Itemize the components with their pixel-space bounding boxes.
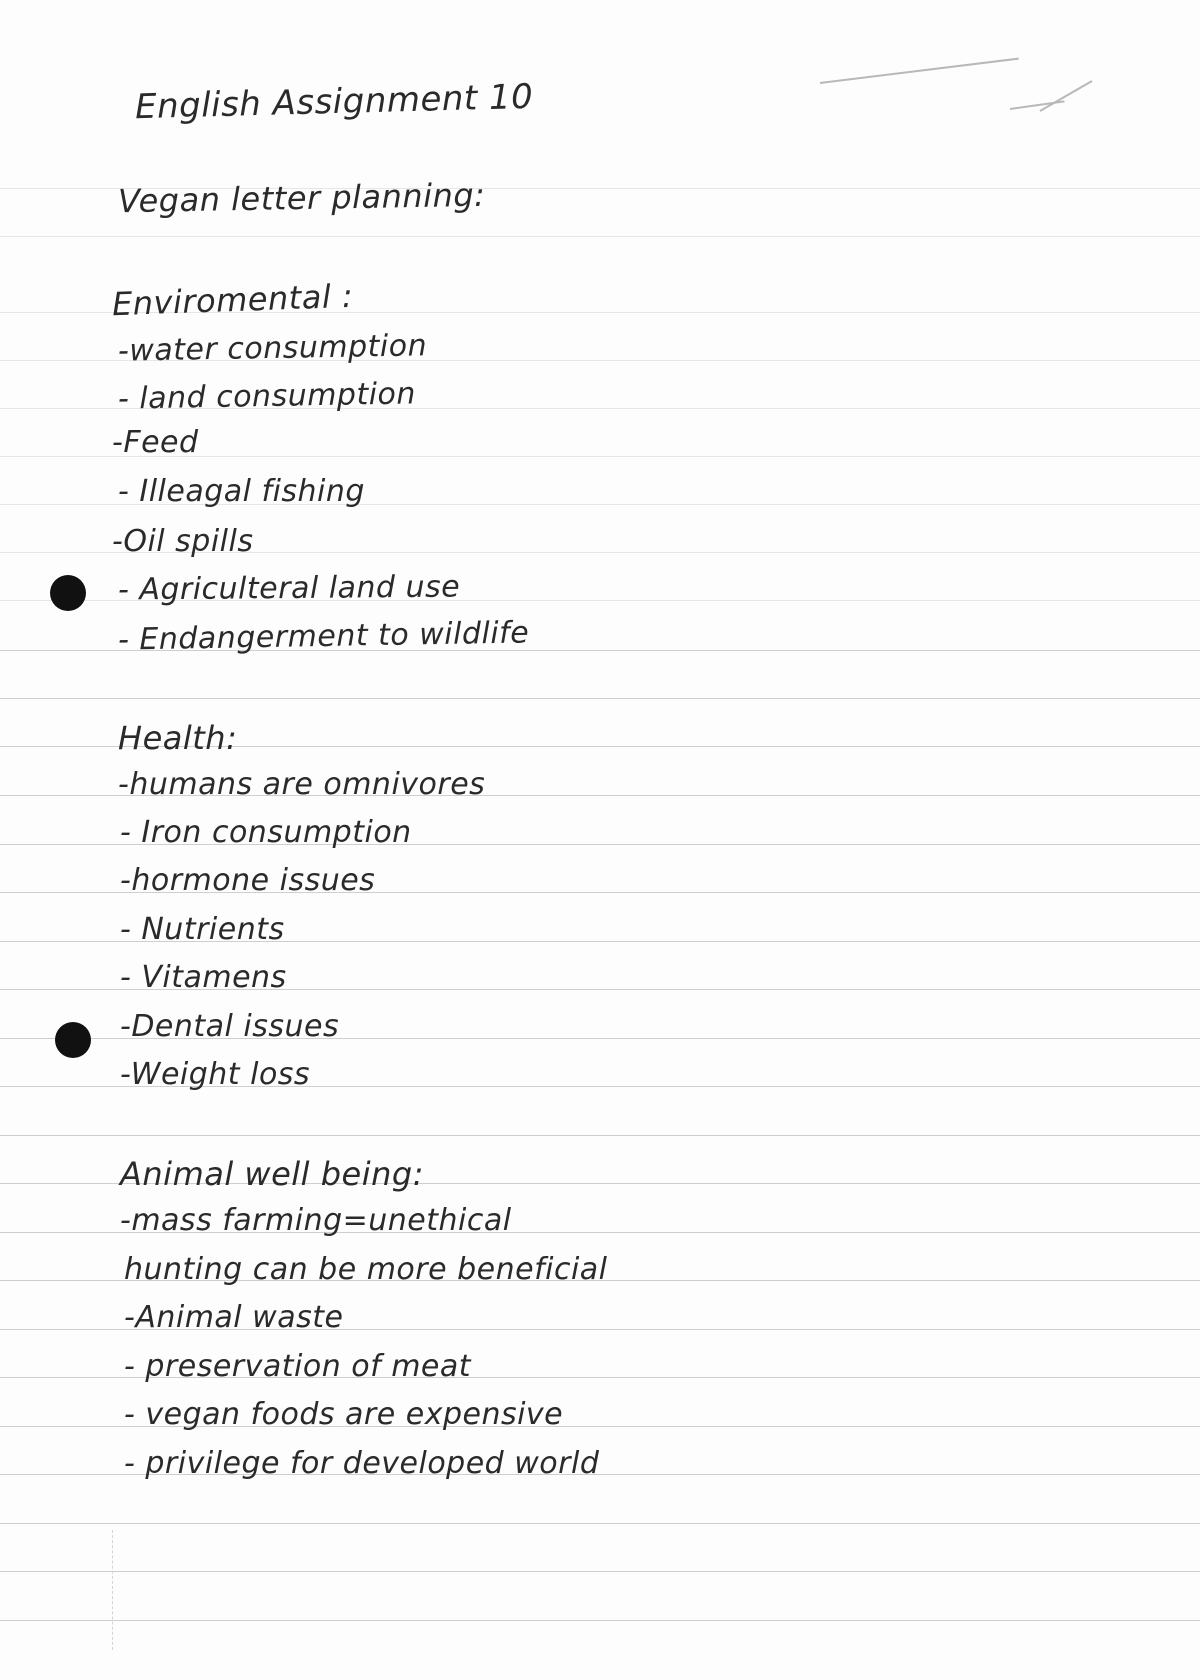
list-item: -hormone issues <box>120 863 376 898</box>
margin-line <box>112 1530 113 1650</box>
list-item: - Agriculteral land use <box>117 569 461 608</box>
list-item: - Vitamens <box>120 960 287 995</box>
pencil-mark <box>1010 100 1065 110</box>
list-item: -water consumption <box>117 328 428 369</box>
list-item: -Dental issues <box>120 1009 340 1044</box>
pencil-mark <box>820 58 1019 84</box>
page-title: English Assignment 10 <box>134 76 534 128</box>
list-item: -Feed <box>112 425 199 460</box>
list-item: - land consumption <box>117 376 417 417</box>
list-item: -humans are omnivores <box>118 767 486 802</box>
list-item: -Oil spills <box>112 524 254 559</box>
section-heading-health: Health: <box>118 719 238 757</box>
ruled-line <box>0 1523 1200 1524</box>
binder-hole <box>55 1022 91 1058</box>
pencil-mark <box>1040 80 1093 112</box>
ruled-line <box>0 1571 1200 1572</box>
list-item: - Illeagal fishing <box>118 474 365 509</box>
page-subtitle: Vegan letter planning: <box>117 175 486 221</box>
list-item: hunting can be more beneficial <box>124 1252 608 1287</box>
list-item: - Nutrients <box>120 912 285 947</box>
list-item: - Iron consumption <box>120 815 412 850</box>
section-heading-animal-well-being: Animal well being: <box>120 1155 424 1193</box>
section-heading-environmental: Enviromental : <box>111 276 354 324</box>
ruled-line <box>0 236 1200 237</box>
list-item: - vegan foods are expensive <box>124 1397 564 1432</box>
list-item: -Weight loss <box>120 1057 311 1092</box>
list-item: - Endangerment to wildlife <box>117 615 530 658</box>
ruled-line <box>0 698 1200 699</box>
list-item: - preservation of meat <box>124 1349 472 1384</box>
list-item: -mass farming=unethical <box>120 1203 512 1238</box>
list-item: -Animal waste <box>124 1300 344 1335</box>
list-item: - privilege for developed world <box>124 1446 600 1481</box>
ruled-line <box>0 1135 1200 1136</box>
ruled-line <box>0 1620 1200 1621</box>
binder-hole <box>50 575 86 611</box>
